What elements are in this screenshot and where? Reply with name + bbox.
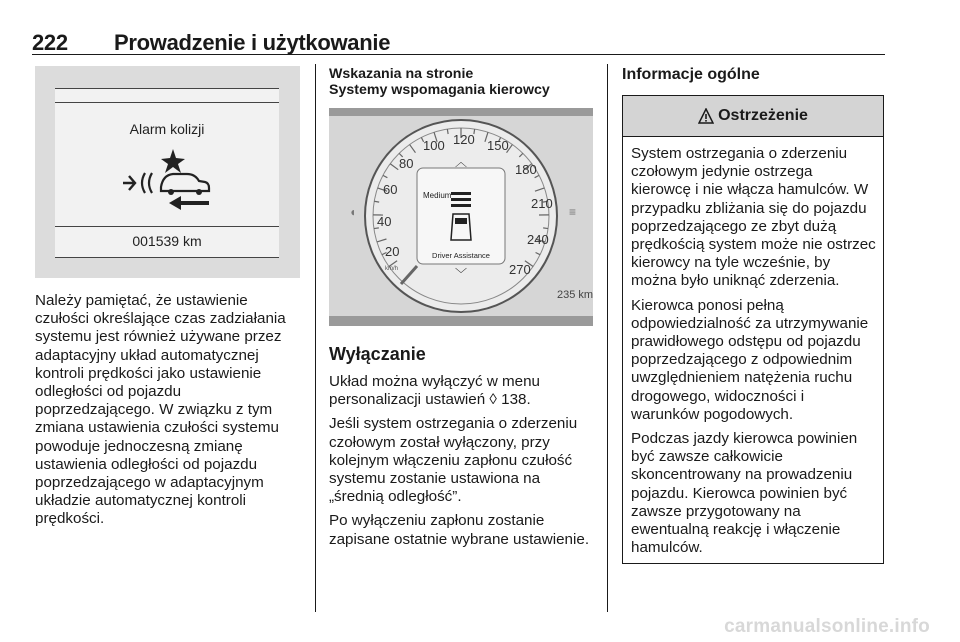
page-number: 222 (32, 30, 68, 55)
figure-heading-line2: Systemy wspomagania kierowcy (329, 82, 550, 98)
column-divider (315, 64, 316, 612)
menu-label: Driver Assistance (432, 251, 490, 260)
warning-paragraph: System ostrzegania o zderzeniu czołowym jedynie ostrzega kierowcę i nie włącza hamulców. W przypadku zbliżania się do pojazdu poprzedzającego ze zbyt dużą prędkością system może nie ostrzec kierowcy na tyle wcześnie, by można było uniknąć zderzenia. (631, 145, 876, 290)
body-paragraph: Po wyłączeniu zapłonu zostanie zapisane ostatnie wybrane ustawienie. (329, 512, 590, 548)
warning-triangle-icon (698, 108, 714, 124)
trip-odometer: 235 km (557, 289, 593, 301)
watermark: carmanualsonline.info (724, 616, 930, 637)
tick-label: 210 (531, 196, 553, 211)
body-paragraph: Jeśli system ostrzegania o zderzeniu czołowym został wyłączony, przy kolejnym włączeniu zapłonu czułość systemu zostanie ustawiona na „średnią odległość”. (329, 415, 578, 506)
dial-tick (543, 228, 548, 229)
panel-rule-bottom (55, 226, 279, 227)
warning-header (623, 96, 883, 137)
tick-label: 240 (527, 232, 549, 247)
lamp-icon: ≡ (569, 205, 577, 219)
warning-box (622, 95, 884, 564)
instrument-cluster-figure (329, 108, 593, 326)
body-paragraph: Układ można wyłączyć w menu personalizacji ustawień ◊ 138. (329, 373, 541, 409)
tick-label: 40 (377, 214, 392, 229)
tick-label: 150 (487, 138, 509, 153)
section-heading: Informacje ogólne (622, 66, 760, 83)
column-divider (607, 64, 608, 612)
display-panel (55, 88, 279, 258)
column-1 (35, 66, 300, 535)
setting-label: Medium (423, 191, 452, 200)
warning-paragraph: Podczas jazdy kierowca powinien być zawsze całkowicie skoncentrowany na prowadzeniu pojazdu. Kierowca powinien być zawsze przygotowany na ewentualną reakcję i włączenie hamulców. (631, 430, 858, 557)
tick-label: 100 (423, 138, 445, 153)
column-3 (622, 66, 884, 564)
section-title: Wyłączanie (329, 344, 426, 364)
tick-label: 60 (383, 182, 398, 197)
warning-title: Ostrzeżenie (718, 107, 808, 124)
page-header (32, 30, 885, 55)
body-paragraph: Należy pamiętać, że ustawienie czułości określające czas zadziałania systemu jest również używane przez adaptacyjny układ automatycznej kontroli prędkości jako ustawienie odległości od pojazdu poprzedzającego. W związku z tym zmiana ustawienia czułości systemu powoduje jednoczesną zmianę ustawienia odległości od pojazdu poprzedzającego w adaptacyjnym układzie automatycznej kontroli prędkości. (35, 292, 286, 528)
side-light-icon: ◖ (349, 205, 357, 219)
panel-rule-top (55, 102, 279, 103)
speed-unit: km/h (385, 266, 399, 272)
tick-label: 80 (399, 156, 414, 171)
alert-title: Alarm kolizji (129, 121, 205, 137)
tick-label: 120 (453, 132, 475, 147)
warning-paragraph: Kierowca ponosi pełną odpowiedzialność za utrzymywanie prawidłowego odstępu od pojazdu poprzedzającego z odpowiednim uwzględnieniem natężenia ruchu drogowego, widoczności i warunków pogodowych. (631, 296, 869, 423)
collision-alert-figure (35, 66, 300, 278)
chevron-up-icon: ︿ (454, 155, 468, 169)
dial-tick (447, 129, 448, 134)
tick-label: 270 (509, 262, 531, 277)
column-2 (329, 66, 593, 555)
collision-alert-icon (55, 143, 279, 213)
warning-body (623, 137, 883, 557)
chevron-down-icon: ﹀ (454, 267, 468, 281)
tick-label: 20 (385, 244, 400, 259)
dial-tick (374, 201, 379, 202)
figure-heading-line1: Wskazania na stronie (329, 66, 474, 82)
odometer-readout: 001539 km (132, 233, 202, 249)
chapter-title: Prowadzenie i użytkowanie (114, 30, 391, 55)
tick-label: 180 (515, 162, 537, 177)
